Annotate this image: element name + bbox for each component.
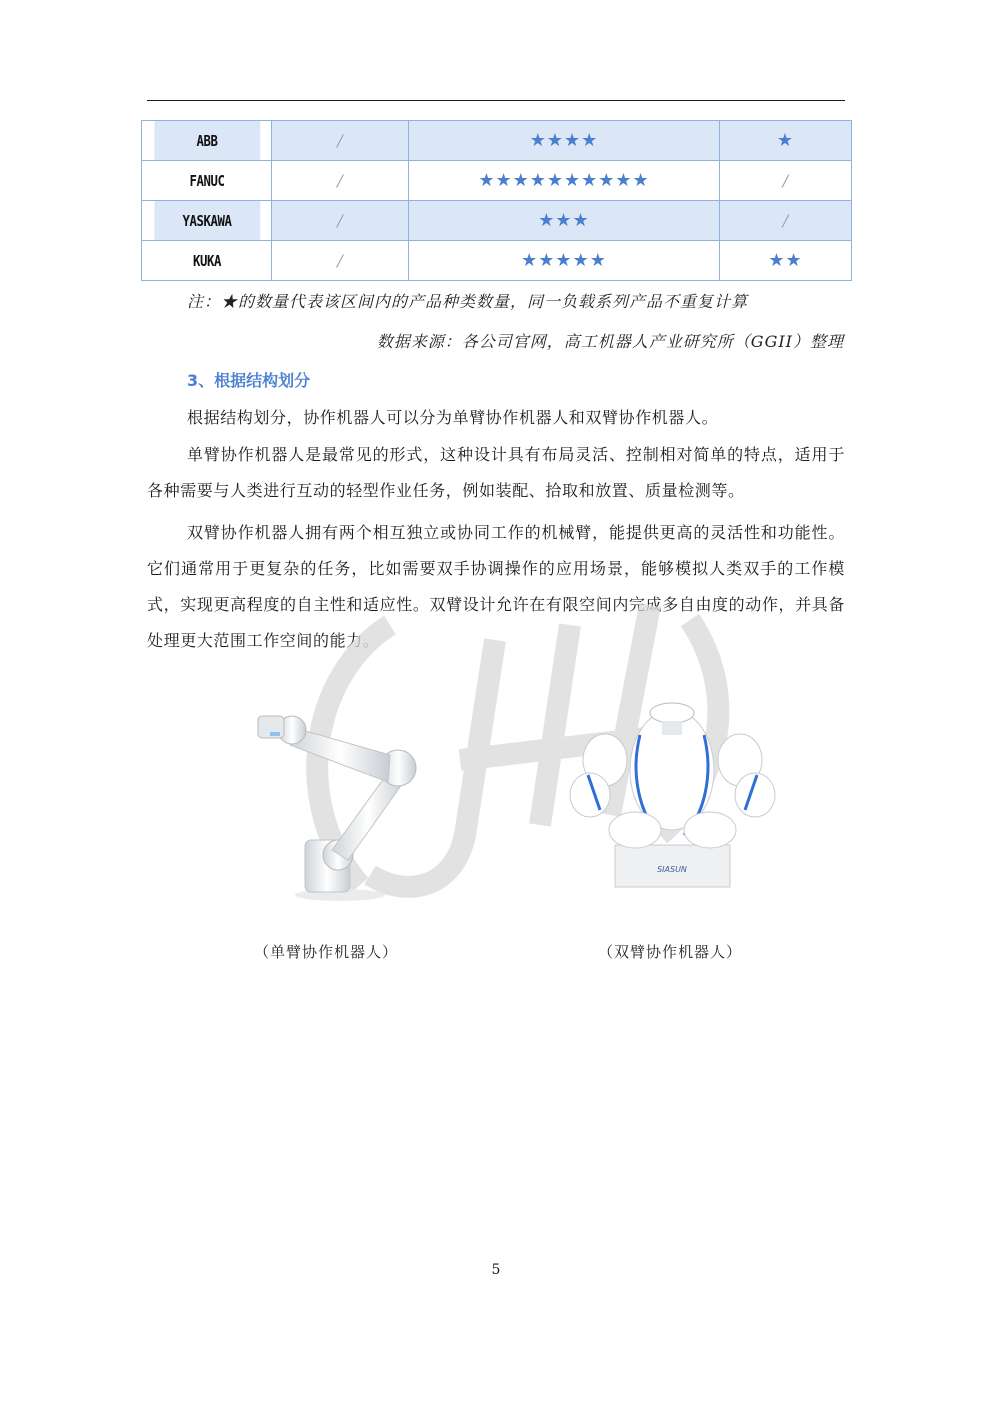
- brand-cell: ABB: [153, 121, 260, 161]
- value-cell: ★★★★: [409, 121, 720, 161]
- value-cell: /: [272, 201, 409, 241]
- value-cell: /: [272, 161, 409, 201]
- page-number: 5: [491, 1262, 501, 1278]
- value-cell: ★★★★★: [409, 241, 720, 281]
- paragraph: 单臂协作机器人是最常见的形式，这种设计具有布局灵活、控制相对简单的特点，适用于各种需要与人类进行互动的轻型作业任务，例如装配、拾取和放置、质量检测等。: [147, 445, 845, 500]
- table-row: [142, 201, 852, 241]
- value-cell: ★: [720, 121, 852, 161]
- value-cell: /: [272, 241, 409, 281]
- value-cell: ★★: [720, 241, 852, 281]
- brand-cell: FANUC: [153, 161, 260, 201]
- header-rule: [147, 100, 845, 101]
- brand-cell: KUKA: [153, 241, 260, 281]
- siasun-logo: SIASUN: [657, 865, 687, 874]
- value-cell: /: [272, 121, 409, 161]
- single-arm-robot-image: [250, 690, 420, 910]
- value-cell: /: [720, 201, 852, 241]
- paragraph: 根据结构划分，协作机器人可以分为单臂协作机器人和双臂协作机器人。: [187, 408, 719, 427]
- table-note: 注：★的数量代表该区间内的产品种类数量，同一负载系列产品不重复计算: [187, 292, 749, 311]
- table-row: [142, 241, 852, 281]
- figure-caption-single: （单臂协作机器人）: [254, 943, 399, 961]
- brand-cell: YASKAWA: [153, 201, 260, 241]
- paragraph: 双臂协作机器人拥有两个相互独立或协同工作的机械臂，能提供更高的灵活性和功能性。它们通常用于更复杂的任务，比如需要双手协调操作的应用场景，能够模拟人类双手的工作模式，实现更高程度的自主性和适应性。双臂设计允许在有限空间内完成多自由度的动作，并具备处理更大范围工作空间的能力。: [147, 523, 845, 650]
- brand-product-table: [141, 120, 852, 281]
- dual-arm-robot-image: [560, 695, 785, 890]
- data-source: 数据来源：各公司官网，高工机器人产业研究所（GGII）整理: [376, 332, 844, 351]
- figure-caption-dual: （双臂协作机器人）: [598, 943, 743, 961]
- value-cell: /: [720, 161, 852, 201]
- value-cell: ★★★★★★★★★★: [409, 161, 720, 201]
- table-row: [142, 121, 852, 161]
- section-heading: 3、根据结构划分: [187, 371, 311, 390]
- value-cell: ★★★: [409, 201, 720, 241]
- table-row: [142, 161, 852, 201]
